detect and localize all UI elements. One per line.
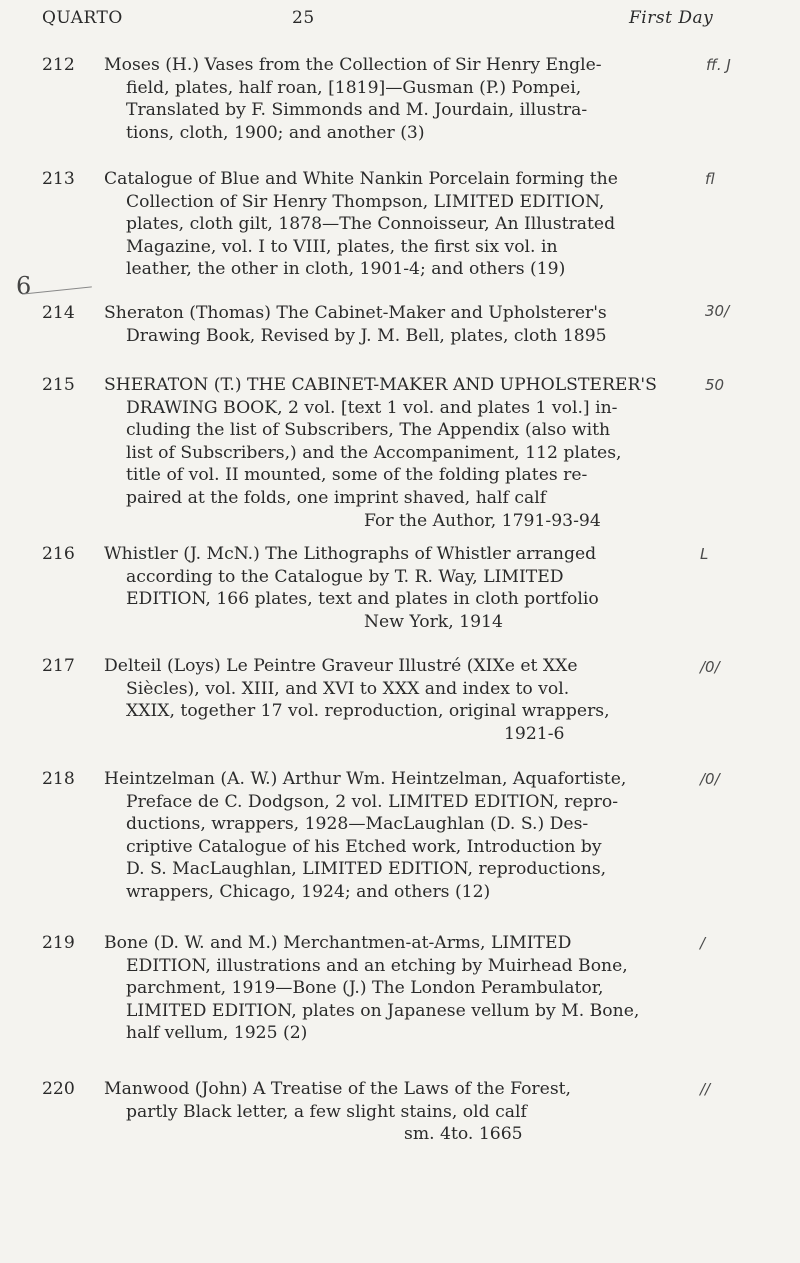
page-header: [42, 8, 760, 32]
lot-description: Whistler (J. McN.) The Lithographs of Whistler arranged according to the Catalogue by T. R. Way, LIMITED EDITION, 166 plates, text and plates in cloth portfolio New York, 1914: [104, 544, 599, 632]
lot-entry: [42, 655, 764, 745]
handwritten-note: /0/: [700, 658, 720, 676]
lot-description: Bone (D. W. and M.) Merchantmen-at-Arms, LIMITED EDITION, illustrations and an etching by Muirhead Bone, parchment, 1919—Bone (J.) The London Perambulator, LIMITED EDITION, plates on Japanese vellum by M. Bone, half vellum, 1925 (2): [104, 933, 640, 1044]
handwritten-note: //: [700, 1080, 711, 1098]
circle-mark-icon: 6: [16, 272, 32, 300]
lot-description: Moses (H.) Vases from the Collection of Sir Henry Engle- field, plates, half roan, [1819]—Gusman (P.) Pompei, Translated by F. Simmonds and M. Jourdain, illustra- tions, cloth, 1900; and another (3): [104, 55, 602, 143]
handwritten-stroke: [22, 286, 92, 294]
lot-number: 213: [42, 169, 75, 189]
lot-number: 212: [42, 55, 75, 75]
sale-day: First Day: [629, 8, 714, 28]
handwritten-note: ff. J: [706, 56, 731, 74]
lot-description: SHERATON (T.) THE CABINET-MAKER AND UPHOLSTERER'S DRAWING BOOK, 2 vol. [text 1 vol. and plates 1 vol.] in- cluding the list of Subscribers, The Appendix (also with list of Subscribers,) and the Accompaniment, 112 plates, title of vol. II mounted, some of the folding plates re- paired at the folds, one imprint shaved, half calf For the Author, 1791-93-94: [104, 375, 657, 531]
lot-entry: [42, 1078, 764, 1146]
lot-number: 220: [42, 1079, 75, 1099]
handwritten-note: /0/: [700, 770, 720, 788]
lot-entry: [42, 768, 764, 904]
lot-entry: [42, 932, 764, 1045]
lot-entry: [42, 543, 764, 633]
lot-entry: [42, 168, 764, 281]
handwritten-note: 50: [705, 376, 725, 394]
lot-description: Manwood (John) A Treatise of the Laws of the Forest, partly Black letter, a few slight stains, old calf sm. 4to. 1665: [104, 1079, 572, 1145]
lot-entry: [42, 54, 764, 144]
lot-number: 217: [42, 656, 75, 676]
handwritten-note: 30/: [705, 302, 730, 320]
handwritten-note: L: [700, 545, 709, 563]
page-number: 25: [292, 8, 315, 28]
lot-description: Delteil (Loys) Le Peintre Graveur Illustré (XIXe et XXe Siècles), vol. XIII, and XVI to XXX and index to vol. XXIX, together 17 vol. reproduction, original wrappers, 1921-6: [104, 656, 610, 744]
lot-entry: [42, 302, 764, 347]
lot-entry: [42, 374, 764, 532]
lot-description: Catalogue of Blue and White Nankin Porcelain forming the Collection of Sir Henry Thompson, LIMITED EDITION, plates, cloth gilt, 1878—The Connoisseur, An Illustrated Magazine, vol. I to VIII, plates, the first six vol. in leather, the other in cloth, 1901-4; and others (19): [104, 169, 618, 280]
lot-description: Sheraton (Thomas) The Cabinet-Maker and Upholsterer's Drawing Book, Revised by J. M. Bell, plates, cloth 1895: [104, 303, 607, 346]
handwritten-note: /: [700, 934, 706, 952]
lot-number: 218: [42, 769, 75, 789]
handwritten-note: fl: [705, 170, 715, 188]
section-label: QUARTO: [42, 8, 123, 28]
lot-number: 214: [42, 303, 75, 323]
lot-number: 219: [42, 933, 75, 953]
lot-number: 216: [42, 544, 75, 564]
lot-description: Heintzelman (A. W.) Arthur Wm. Heintzelman, Aquafortiste, Preface de C. Dodgson, 2 vol. LIMITED EDITION, repro- ductions, wrappers, 1928—MacLaughlan (D. S.) Des- criptive Catalogue of his Etched work, Introduction by D. S. MacLaughlan, LIMITED EDITION, reproductions, wrappers, Chicago, 1924; and others (12): [104, 769, 627, 902]
lot-number: 215: [42, 375, 75, 395]
